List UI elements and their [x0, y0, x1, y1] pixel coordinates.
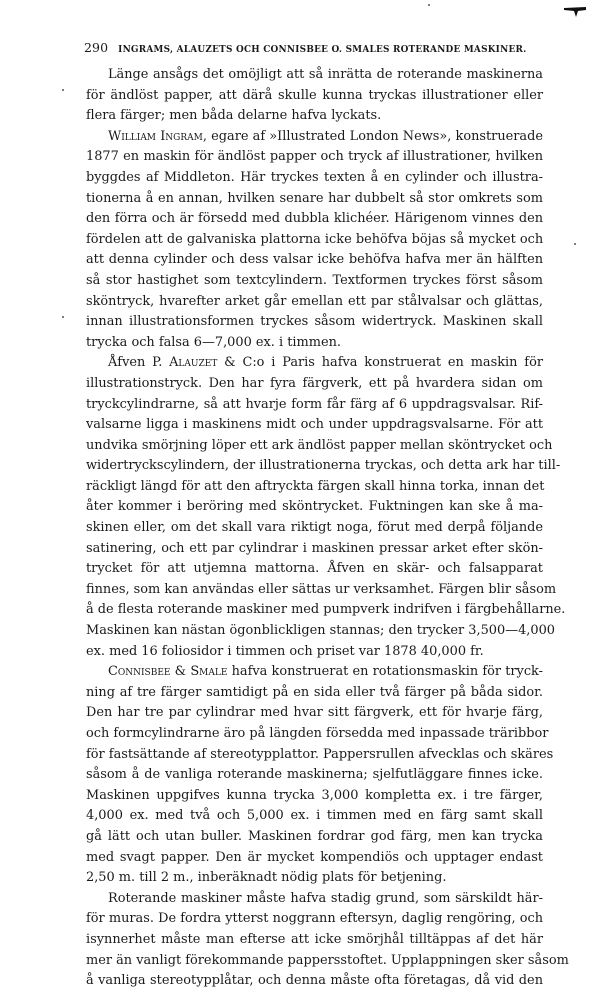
text-line: Länge ansågs det omöjligt att så inrätta de roterande maskinerna — [108, 67, 543, 82]
text-line: skinen eller, om det skall vara riktigt noga, förut med derpå följande — [86, 520, 543, 536]
text-line: undvika smörjning löper ett ark ändlöst papper mellan sköntrycket och — [86, 437, 553, 453]
text-line: Maskinen kan nästan ögonblickligen stannas; den trycker 3,500—4,000 — [86, 623, 556, 639]
text-line: 1877 en maskin för ändlöst papper och tryck af illustrationer, hvilken — [86, 149, 543, 165]
person-name: Alauzet — [169, 355, 218, 371]
text-line — [86, 127, 543, 148]
text-line: för ändlöst papper, att därå skulle kunna tryckas illustrationer eller — [86, 87, 543, 103]
text-line: trycket för att utjemna mattorna. Åfven en skär- och falsapparat — [86, 561, 543, 577]
line-text: hafva konstruerat en rotationsmaskin för tryck- — [227, 664, 544, 680]
text-line: flera färger; men båda delarne hafva lyckats. — [86, 108, 382, 124]
paragraph — [86, 127, 543, 354]
text-line: tionerna å en annan, hvilken senare har dubbelt så stor omkrets som — [86, 190, 543, 206]
text-line: sköntryck, hvarefter arket går emellan ett par stålvalsar och glättas, — [86, 293, 543, 309]
text-line: såsom å de vanliga roterande maskinerna; sjelfutläggare finnes icke. — [86, 767, 543, 783]
ink-speck — [62, 89, 64, 91]
text-line: räckligt längd för att den aftryckta färgen skall hinna torka, innan det — [86, 478, 545, 494]
text-line: tryckcylindrarne, så att hvarje form får färg af 6 uppdragsvalsar. Rif- — [86, 396, 543, 412]
text-line: att denna cylinder och dess valsar icke behöfva hafva mer än hälften — [86, 252, 543, 268]
paragraph — [86, 65, 543, 127]
body-text — [86, 65, 569, 992]
text-line: byggdes af Middleton. Här tryckes texten å en cylinder och illustra- — [86, 169, 543, 185]
ink-speck — [62, 316, 64, 318]
text-line: trycka och falsa 6—7,000 ex. i timmen. — [86, 334, 341, 350]
running-title: INGRAMS, ALAUZETS OCH CONNISBEE O. SMALES ROTERANDE MASKINER. — [118, 45, 527, 55]
text-line — [86, 662, 543, 683]
line-text: Åfven P. — [108, 355, 170, 371]
text-line: för fastsättande af stereotypplattor. Pappersrullen afvecklas och skäres — [86, 746, 554, 762]
text-line: valsarne ligga i maskinens midt och under uppdragsvalsarne. För att — [86, 417, 543, 433]
text-line: å de flesta roterande maskiner med pumpverk indrifven i färgbehållarne. — [86, 602, 566, 618]
text-line: ex. med 16 foliosidor i timmen och priset var 1878 40,000 fr. — [86, 643, 484, 659]
paragraph — [86, 889, 569, 992]
page-header — [84, 40, 544, 55]
text-line: mer än vanligt förekommande pappersstoftet. Upplappningen sker såsom — [86, 952, 569, 968]
line-text: & C:o i Paris hafva konstruerat en maskin för — [217, 355, 543, 371]
text-line: finnes, som kan användas eller sättas ur verksamhet. Färgen blir såsom — [86, 581, 557, 597]
text-line: för muras. De fordra ytterst noggrann eftersyn, daglig rengöring, och — [86, 911, 543, 927]
text-line: och formcylindrarne äro på längden försedda med inpassade träribbor — [86, 726, 549, 741]
text-line: isynnerhet måste man efterse att icke smörjhål tilltäppas af det här — [86, 931, 543, 947]
page-number: 290 — [84, 40, 109, 55]
text-line: 4,000 ex. med två och 5,000 ex. i timmen med en färg samt skall — [86, 808, 543, 824]
corner-ink-mark — [564, 6, 586, 18]
text-line: åter kommer i beröring med sköntrycket. Fuktningen kan ske å ma- — [86, 499, 543, 515]
company-name: Connisbee & Smale — [108, 664, 228, 680]
text-line: gå lätt och utan buller. Maskinen fordrar god färg, men kan trycka — [86, 828, 543, 844]
paragraph — [86, 353, 566, 662]
text-line: fördelen att de galvaniska plattorna icke behöfva böjas så mycket och — [86, 231, 544, 247]
text-line: med svagt papper. Den är mycket kompendiös och upptager endast — [86, 849, 543, 865]
ink-speck — [428, 4, 430, 6]
text-line: widertryckscylindern, der illustrationerna tryckas, och detta ark har till- — [86, 458, 561, 474]
text-line: å vanliga stereotypplåtar, och denna måste ofta företagas, då vid den — [86, 973, 543, 989]
paragraph — [86, 662, 554, 889]
text-line: så stor hastighet som textcylindern. Textformen tryckes först såsom — [86, 272, 543, 288]
text-line: satinering, och ett par cylindrar i maskinen pressar arket efter skön- — [86, 540, 543, 556]
text-line — [86, 353, 543, 374]
text-line: den förra och är försedd med dubbla klichéer. Härigenom vinnes den — [86, 211, 543, 227]
text-line: ning af tre färger samtidigt på en sida eller två färger på båda sidor. — [86, 684, 543, 700]
line-text: , egare af »Illustrated London News», konstruerade — [202, 128, 543, 144]
text-line: 2,50 m. till 2 m., inberäknadt nödig plats för betjening. — [86, 870, 447, 886]
person-name: William Ingram — [108, 128, 203, 144]
text-line: Maskinen uppgifves kunna trycka 3,000 kompletta ex. i tre färger, — [86, 787, 543, 803]
text-line: Roterande maskiner måste hafva stadig grund, som särskildt här- — [108, 890, 543, 906]
text-line: innan illustrationsformen tryckes såsom widertryck. Maskinen skall — [86, 314, 543, 330]
text-line: illustrationstryck. Den har fyra färgverk, ett på hvardera sidan om — [86, 375, 543, 391]
ink-speck — [574, 243, 576, 245]
text-line: Den har tre par cylindrar med hvar sitt färgverk, ett för hvarje färg, — [86, 705, 543, 721]
